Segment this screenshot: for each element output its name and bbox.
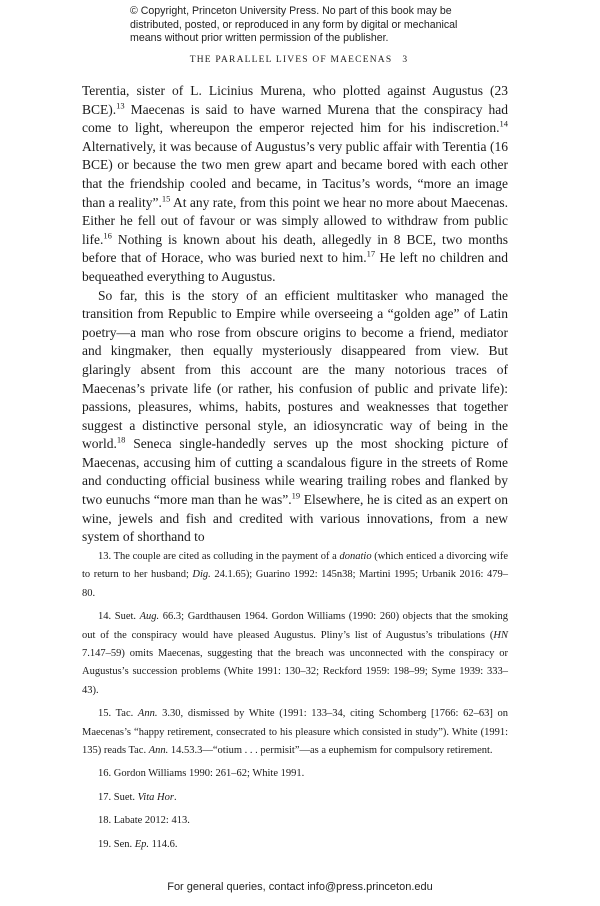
footnote-19 (82, 836, 508, 854)
text-run: 7.147–59) omits Maecenas, suggesting that the breach was unconnected with the conspiracy or Augustus’s succession problems (White 1991: 130–32; Reckford 1959: 198–99; Syme 1939: 333–43). (82, 648, 508, 696)
italic-run: Ep. (134, 838, 150, 850)
paragraph-1 (82, 82, 508, 287)
text-run: Terentia, sister of L. Licinius Murena, who plotted against Augustus (23 BCE). (82, 83, 508, 117)
paragraph-2 (82, 287, 508, 547)
text-run: Seneca single-handedly serves up the most shocking picture of Maecenas, accusing him of cutting a scandalous figure in the streets of Rome and conducting official business while wearing trailing robes and flanked by two eunuchs “more man than he was”. (82, 436, 508, 508)
text-run: 17. Suet. (98, 791, 138, 803)
text-run: 114.6. (149, 838, 178, 850)
footnote-ref-17: 17 (366, 248, 376, 259)
footnote-13 (82, 548, 508, 603)
footnote-15 (82, 705, 508, 760)
footnote-ref-16: 16 (103, 230, 112, 241)
text-run: 13. The couple are cited as colluding in the payment of a (98, 551, 340, 562)
footnote-18: 18. Labate 2012: 413. (98, 815, 190, 827)
italic-run: Vita Hor (137, 791, 174, 803)
footnote-16: 16. Gordon Williams 1990: 261–62; White 1991. (98, 768, 305, 780)
text-run: 14.53.3—“otium . . . permisit”—as a euphemism for compulsory retirement. (168, 745, 493, 757)
italic-run: Aug. (139, 611, 160, 623)
text-run: Nothing is known about his death, allegedly in 8 BCE, two months before that of Horace, who was buried next to him. (82, 231, 508, 266)
footnote-ref-14: 14 (499, 118, 508, 129)
italic-run: HN (493, 629, 508, 641)
text-run: Maecenas is said to have warned Murena that the conspiracy had come to light, whereupon the emperor rejected him for his indiscretion. (82, 101, 508, 136)
footnote-ref-15: 15 (161, 193, 171, 204)
footnote-ref-18: 18 (116, 434, 126, 445)
text-run: 19. Sen. (98, 838, 135, 850)
footnote-14 (82, 608, 508, 700)
text-run: 3.30, dismissed by White (1991: 133–34, citing Schomberg [1766: 62–63] on Maecenas’s “happy retirement, consecrated to his pleasure which consisted in study”). White (1991: 135) reads Tac. (82, 708, 509, 757)
text-run: 15. Tac. (98, 708, 138, 720)
main-text (82, 82, 508, 547)
text-run: At any rate, from this point we hear no more about Maecenas. Either he fell out of favour or was simply allowed to withdraw from public life. (82, 194, 508, 247)
footnotes (82, 548, 508, 859)
page-number: 3 (402, 55, 409, 65)
text-run: Alternatively, it was because of Augustus’s very public affair with Terentia (16 BCE) or because the two men grew apart and became bored with each other that the friendship cooled and became, in Tacitus’s words, “more an image than a reality”. (82, 138, 508, 210)
italic-run: Ann. (148, 745, 169, 757)
footnote-17 (82, 789, 508, 807)
running-head (82, 55, 516, 65)
text-run: (which enticed a divorcing wife to return to her husband; (82, 551, 508, 581)
contact-footer: For general queries, contact info@press.princeton.edu (167, 881, 433, 893)
italic-run: Ann. (137, 708, 158, 720)
text-run: 14. Suet. (98, 611, 140, 623)
text-run: 66.3; Gardthausen 1964. Gordon Williams (1990: 260) objects that the smoking out of the conspiracy would have pleased Augustus. Pliny’s list of Augustus’s tribulations ( (82, 611, 508, 641)
text-run: He left no children and bequeathed everything to Augustus. (82, 250, 508, 284)
footnote-ref-13: 13 (116, 100, 125, 111)
text-run: . (173, 791, 177, 803)
running-head-title: THE PARALLEL LIVES OF MAECENAS (189, 55, 393, 65)
text-run: So far, this is the story of an efficient multitasker who managed the transition from Republic to Empire while overseeing a “golden age” of Latin poetry—a man who rose from obscure origins to become a friend, mediator and kingmaker, then equally mysteriously disappeared from view. But glaringly absent from this account are the many notorious traces of Maecenas’s private life (or rather, his confusion of public and private life): passions, pleasures, whims, habits, postures and weaknesses that together suggest a distinctive personal style, an idiosyncratic way of being in the world. (82, 287, 508, 452)
italic-run: donatio (339, 551, 372, 562)
text-run: 24.1.65); Guarino 1992: 145n38; Martini 1995; Urbanik 2016: 479–80. (82, 569, 508, 599)
italic-run: Dig. (192, 569, 211, 581)
footnote-ref-19: 19 (291, 490, 301, 501)
copyright-notice: © Copyright, Princeton University Press. No part of this book may be distributed, posted, or reproduced in any form by digital or mechanical means without prior written permission of the publisher. (130, 5, 458, 45)
text-run: Elsewhere, he is cited as an expert on wine, jewels and fish and credited with various innovations, from a new system of shorthand to (82, 492, 509, 545)
